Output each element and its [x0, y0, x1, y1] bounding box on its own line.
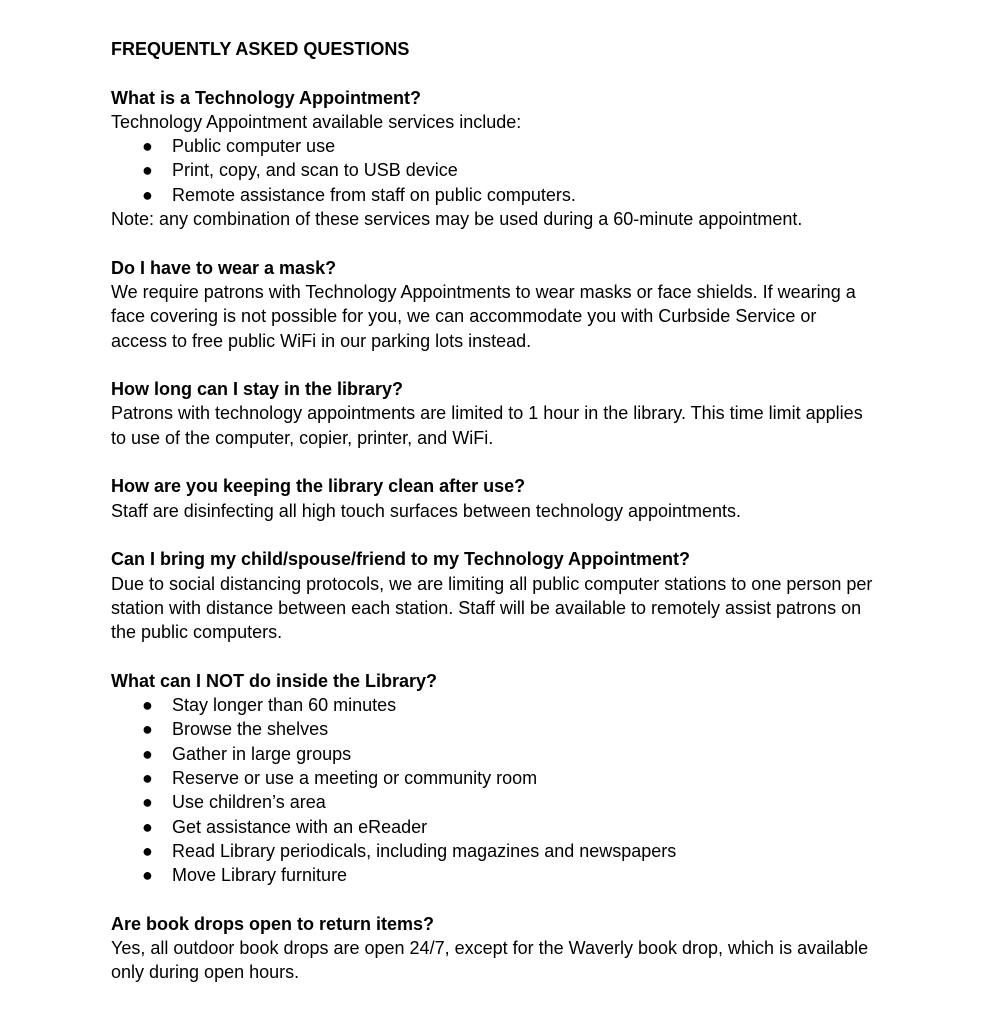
list-item: ● Remote assistance from staff on public computers.: [111, 183, 911, 207]
bullet-icon: ●: [142, 719, 153, 740]
list-item: ● Move Library furniture: [111, 863, 911, 887]
faq-answer-line: Yes, all outdoor book drops are open 24/7, except for the Waverly book drop, which is available: [111, 937, 869, 958]
list-item: ● Use children’s area: [111, 790, 911, 814]
list-item: ● Reserve or use a meeting or community room: [111, 766, 911, 790]
list-item: ● Read Library periodicals, including magazines and newspapers: [111, 839, 911, 863]
faq-answer-line: face covering is not possible for you, we can accommodate you with Curbside Service or: [111, 306, 817, 327]
faq-question: Do I have to wear a mask?: [111, 257, 337, 278]
bullet-icon: ●: [142, 184, 153, 205]
faq-document: [111, 37, 911, 1009]
faq-question: What can I NOT do inside the Library?: [111, 670, 438, 691]
faq-answer-line: station with distance between each station. Staff will be available to remotely assist patrons on: [111, 597, 862, 618]
faq-answer-line: Patrons with technology appointments are limited to 1 hour in the library. This time limit applies: [111, 403, 863, 424]
faq-question: Can I bring my child/spouse/friend to my Technology Appointment?: [111, 549, 691, 570]
faq-answer-line: We require patrons with Technology Appointments to wear masks or face shields. If wearing a: [111, 281, 856, 302]
bullet-icon: ●: [142, 767, 153, 788]
faq-bring-guest: [111, 547, 911, 644]
bullet-icon: ●: [142, 136, 153, 157]
faq-answer-line: Due to social distancing protocols, we are limiting all public computer stations to one person per: [111, 573, 873, 594]
list-item: ● Public computer use: [111, 134, 911, 158]
faq-answer-line: Staff are disinfecting all high touch surfaces between technology appointments.: [111, 500, 742, 521]
bullet-icon: ●: [142, 816, 153, 837]
bullet-icon: ●: [142, 792, 153, 813]
list-item: ● Browse the shelves: [111, 717, 911, 741]
faq-answer-note: Note: any combination of these services may be used during a 60-minute appointment.: [111, 209, 803, 230]
list-item: ● Stay longer than 60 minutes: [111, 693, 911, 717]
services-list: [111, 134, 911, 207]
faq-answer-line: the public computers.: [111, 622, 283, 643]
list-item: ● Get assistance with an eReader: [111, 815, 911, 839]
faq-book-drops: [111, 912, 911, 985]
faq-question: How long can I stay in the library?: [111, 379, 404, 400]
faq-answer-intro: Technology Appointment available services include:: [111, 111, 522, 132]
list-item: ● Gather in large groups: [111, 742, 911, 766]
faq-restrictions: [111, 669, 911, 888]
faq-stay-duration: [111, 377, 911, 450]
faq-cleaning: [111, 474, 911, 523]
faq-answer-line: to use of the computer, copier, printer, and WiFi.: [111, 427, 494, 448]
list-item: ● Print, copy, and scan to USB device: [111, 158, 911, 182]
faq-mask: [111, 256, 911, 353]
faq-question: How are you keeping the library clean after use?: [111, 476, 526, 497]
document-title: FREQUENTLY ASKED QUESTIONS: [111, 39, 410, 59]
bullet-icon: ●: [142, 865, 153, 886]
restrictions-list: [111, 693, 911, 887]
faq-answer-line: access to free public WiFi in our parking lots instead.: [111, 330, 532, 351]
faq-question: Are book drops open to return items?: [111, 913, 435, 934]
bullet-icon: ●: [142, 840, 153, 861]
faq-question: What is a Technology Appointment?: [111, 87, 421, 108]
bullet-icon: ●: [142, 695, 153, 716]
bullet-icon: ●: [142, 743, 153, 764]
bullet-icon: ●: [142, 160, 153, 181]
faq-answer-line: only during open hours.: [111, 962, 300, 983]
faq-technology-appointment: [111, 86, 911, 232]
